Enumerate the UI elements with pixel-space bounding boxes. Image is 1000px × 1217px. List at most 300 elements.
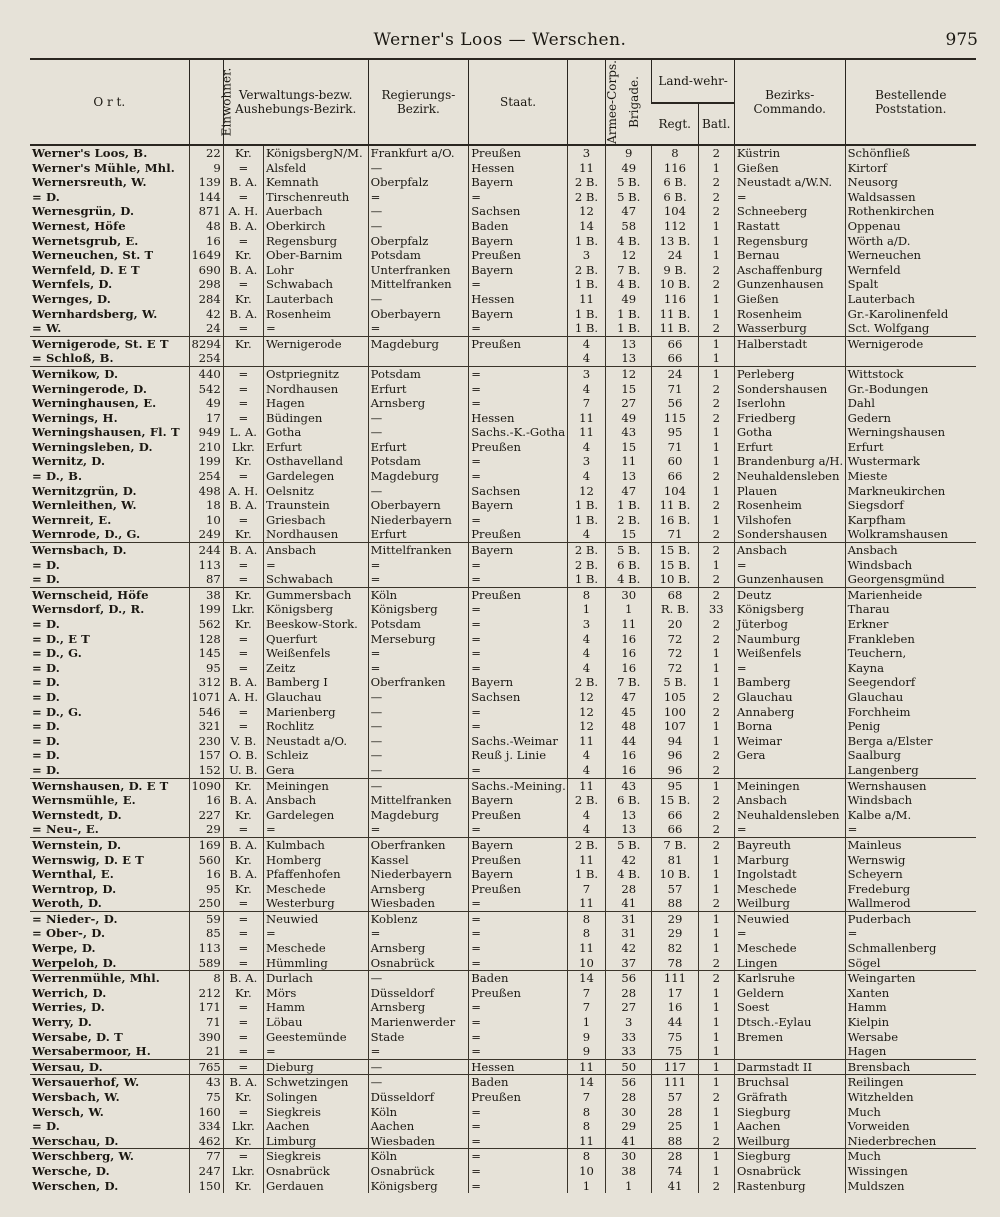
cell-post: Tharau: [845, 602, 976, 617]
cell-einwohner: 210: [189, 440, 223, 455]
table-row: [30, 763, 976, 778]
cell-brigade: 2 B.: [606, 513, 652, 528]
cell-bezirk: Plauen: [734, 484, 845, 499]
cell-bezirk: Deutz: [734, 587, 845, 602]
cell-einwohner: 16: [189, 867, 223, 882]
cell-bezirk: Weißenfels: [734, 646, 845, 661]
cell-regierung: Köln: [368, 1149, 469, 1164]
cell-staat: Preußen: [469, 1090, 568, 1105]
cell-armee: 1 B.: [567, 572, 605, 587]
cell-regierung: Oberpfalz: [368, 234, 469, 249]
cell-staat: =: [469, 632, 568, 647]
cell-ort: Wernrode, D., G.: [32, 527, 141, 542]
cell-ort: Werningerode, D.: [32, 381, 147, 396]
cell-post: Wolkramshausen: [845, 527, 976, 542]
cell-batl: 2: [698, 321, 734, 336]
cell-verwaltung: =: [263, 321, 368, 336]
cell-post: Fredeburg: [845, 882, 976, 897]
cell-staat: Preußen: [469, 440, 568, 455]
cell-regierung: =: [368, 190, 469, 205]
cell-einwohner: 321: [189, 719, 223, 734]
cell-bezirk: [734, 763, 845, 778]
cell-regierung: Königsberg: [368, 602, 469, 617]
cell-armee: 12: [567, 484, 605, 499]
cell-staat: =: [469, 602, 568, 617]
cell-ort: Wernitzgrün, D.: [32, 483, 137, 498]
cell-batl: 2: [698, 469, 734, 484]
cell-regierung: —: [368, 1075, 469, 1090]
cell-regierung: =: [368, 321, 469, 336]
cell-einwohner: 113: [189, 941, 223, 956]
cell-batl: 2: [698, 896, 734, 911]
cell-armee: 2 B.: [567, 675, 605, 690]
cell-armee: 3: [567, 454, 605, 469]
cell-ort: = D.: [32, 189, 60, 204]
cell-staat: Bayern: [469, 498, 568, 513]
cell-post: Sögel: [845, 956, 976, 971]
cell-verwaltung-type: =: [223, 321, 263, 336]
cell-post: Neusorg: [845, 175, 976, 190]
cell-post: Sct. Wolfgang: [845, 321, 976, 336]
cell-verwaltung-type: B. A.: [223, 675, 263, 690]
cell-post: Penig: [845, 719, 976, 734]
cell-brigade: 12: [606, 366, 652, 381]
table-row: [30, 425, 976, 440]
cell-ort: Werpe, D.: [32, 941, 96, 956]
cell-verwaltung-type: Kr.: [223, 778, 263, 793]
cell-armee: 1: [567, 1015, 605, 1030]
cell-regierung: =: [368, 572, 469, 587]
cell-regt: 10 B.: [652, 277, 698, 292]
cell-regt: 15 B.: [652, 558, 698, 573]
cell-regierung: Potsdam: [368, 454, 469, 469]
cell-einwohner: 227: [189, 808, 223, 823]
cell-einwohner: 212: [189, 986, 223, 1001]
cell-verwaltung-type: =: [223, 941, 263, 956]
cell-armee: 4: [567, 527, 605, 542]
cell-ort: = D.: [32, 719, 60, 734]
cell-bezirk: Aachen: [734, 1119, 845, 1134]
table-row: [30, 527, 976, 542]
cell-staat: Hessen: [469, 1059, 568, 1075]
cell-armee: 1 B.: [567, 321, 605, 336]
cell-bezirk: Perleberg: [734, 366, 845, 381]
table-row: [30, 277, 976, 292]
cell-regierung: —: [368, 705, 469, 720]
cell-staat: Preußen: [469, 587, 568, 602]
cell-batl: 1: [698, 219, 734, 234]
cell-einwohner: 59: [189, 911, 223, 926]
cell-regt: 71: [652, 527, 698, 542]
cell-ort: Weroth, D.: [32, 896, 102, 911]
cell-regt: 5 B.: [652, 675, 698, 690]
cell-regt: 57: [652, 1090, 698, 1105]
cell-staat: =: [469, 366, 568, 381]
table-row: [30, 1134, 976, 1149]
cell-bezirk: Weimar: [734, 734, 845, 749]
cell-staat: Hessen: [469, 292, 568, 307]
cell-brigade: 31: [606, 926, 652, 941]
cell-armee: 4: [567, 661, 605, 676]
table-row: [30, 822, 976, 837]
cell-bezirk: Ansbach: [734, 793, 845, 808]
cell-brigade: 13: [606, 822, 652, 837]
cell-batl: 2: [698, 690, 734, 705]
cell-verwaltung: =: [263, 1044, 368, 1059]
cell-regt: 72: [652, 646, 698, 661]
cell-ort: Werningsleben, D.: [32, 439, 153, 454]
table-row: [30, 617, 976, 632]
cell-brigade: 11: [606, 617, 652, 632]
cell-brigade: 16: [606, 632, 652, 647]
cell-regt: 66: [652, 469, 698, 484]
cell-armee: 3: [567, 248, 605, 263]
cell-verwaltung: Meschede: [263, 941, 368, 956]
cell-batl: 1: [698, 1030, 734, 1045]
cell-armee: 2 B.: [567, 837, 605, 852]
cell-regt: 66: [652, 822, 698, 837]
cell-verwaltung: Meschede: [263, 882, 368, 897]
cell-brigade: 41: [606, 1134, 652, 1149]
cell-brigade: 43: [606, 778, 652, 793]
cell-brigade: 15: [606, 527, 652, 542]
table-row: [30, 558, 976, 573]
table-row: [30, 734, 976, 749]
cell-staat: =: [469, 469, 568, 484]
cell-ort: Wernleithen, W.: [32, 498, 137, 513]
cell-verwaltung: Siegkreis: [263, 1149, 368, 1164]
cell-einwohner: 171: [189, 1000, 223, 1015]
cell-einwohner: 139: [189, 175, 223, 190]
cell-einwohner: 128: [189, 632, 223, 647]
cell-staat: =: [469, 822, 568, 837]
cell-staat: =: [469, 1015, 568, 1030]
cell-batl: 2: [698, 382, 734, 397]
cell-brigade: 1 B.: [606, 498, 652, 513]
cell-regt: 94: [652, 734, 698, 749]
cell-einwohner: 169: [189, 837, 223, 852]
cell-brigade: 13: [606, 469, 652, 484]
cell-staat: Reuß j. Linie: [469, 748, 568, 763]
cell-brigade: 9: [606, 145, 652, 161]
cell-einwohner: 312: [189, 675, 223, 690]
cell-ort: Wernikow, D.: [30, 366, 189, 381]
page-title: Werner's Loos — Werschen.: [373, 30, 627, 50]
table-row: [30, 1030, 976, 1045]
cell-armee: 8: [567, 911, 605, 926]
table-row: [30, 572, 976, 587]
cell-bezirk: Erfurt: [734, 440, 845, 455]
cell-regierung: Niederbayern: [368, 513, 469, 528]
cell-regierung: —: [368, 971, 469, 986]
cell-einwohner: 95: [189, 661, 223, 676]
cell-brigade: 49: [606, 292, 652, 307]
cell-brigade: 7 B.: [606, 263, 652, 278]
cell-batl: 2: [698, 617, 734, 632]
cell-regt: 13 B.: [652, 234, 698, 249]
cell-regierung: —: [368, 734, 469, 749]
cell-regt: 20: [652, 617, 698, 632]
cell-batl: 1: [698, 1044, 734, 1059]
cell-verwaltung: Gerdauen: [263, 1179, 368, 1194]
cell-verwaltung-type: =: [223, 161, 263, 176]
cell-staat: Preußen: [469, 808, 568, 823]
cell-bezirk: Gießen: [734, 292, 845, 307]
cell-einwohner: 254: [189, 351, 223, 366]
cell-regierung: =: [368, 822, 469, 837]
cell-regierung: —: [368, 484, 469, 499]
cell-armee: 2 B.: [567, 263, 605, 278]
cell-regt: 82: [652, 941, 698, 956]
cell-regierung: Niederbayern: [368, 867, 469, 882]
cell-verwaltung-type: =: [223, 911, 263, 926]
cell-regierung: Magdeburg: [368, 469, 469, 484]
cell-verwaltung: Hamm: [263, 1000, 368, 1015]
cell-regt: 112: [652, 219, 698, 234]
cell-post: Oppenau: [845, 219, 976, 234]
cell-bezirk: Vilshofen: [734, 513, 845, 528]
cell-batl: 1: [698, 440, 734, 455]
cell-armee: 8: [567, 1149, 605, 1164]
table-row: [30, 675, 976, 690]
cell-post: Wernswig: [845, 853, 976, 868]
cell-regt: 71: [652, 440, 698, 455]
cell-regierung: Oberbayern: [368, 307, 469, 322]
cell-verwaltung-type: =: [223, 1105, 263, 1120]
cell-post: Wernfeld: [845, 263, 976, 278]
cell-regt: R. B.: [652, 602, 698, 617]
cell-armee: 12: [567, 690, 605, 705]
cell-staat: Sachs.-Weimar: [469, 734, 568, 749]
cell-batl: 1: [698, 1105, 734, 1120]
table-row: [30, 1119, 976, 1134]
cell-ort: Werschau, D.: [32, 1133, 119, 1148]
cell-post: Windsbach: [845, 558, 976, 573]
cell-einwohner: 10: [189, 513, 223, 528]
cell-regierung: Arnsberg: [368, 1000, 469, 1015]
cell-verwaltung-type: =: [223, 190, 263, 205]
cell-verwaltung: Regensburg: [263, 234, 368, 249]
cell-einwohner: 249: [189, 527, 223, 542]
cell-post: Rothenkirchen: [845, 204, 976, 219]
cell-brigade: 15: [606, 382, 652, 397]
cell-post: Saalburg: [845, 748, 976, 763]
cell-verwaltung-type: =: [223, 1000, 263, 1015]
cell-post: Karpfham: [845, 513, 976, 528]
cell-staat: =: [469, 617, 568, 632]
cell-regierung: Kassel: [368, 853, 469, 868]
cell-armee: 11: [567, 292, 605, 307]
cell-bezirk: Meschede: [734, 882, 845, 897]
cell-regierung: Mittelfranken: [368, 793, 469, 808]
cell-batl: 1: [698, 1149, 734, 1164]
cell-verwaltung-type: Kr.: [223, 336, 263, 351]
cell-einwohner: 9: [189, 161, 223, 176]
cell-brigade: 4 B.: [606, 572, 652, 587]
cell-einwohner: 29: [189, 822, 223, 837]
cell-bezirk: Gunzenhausen: [734, 572, 845, 587]
col-header-staat: Staat.: [469, 59, 568, 145]
cell-batl: 1: [698, 366, 734, 381]
cell-regt: 15 B.: [652, 793, 698, 808]
cell-bezirk: Neuwied: [734, 911, 845, 926]
cell-staat: Preußen: [469, 248, 568, 263]
cell-bezirk: Ingolstadt: [734, 867, 845, 882]
cell-batl: 1: [698, 1164, 734, 1179]
cell-regt: 28: [652, 1149, 698, 1164]
cell-ort: Wernfels, D.: [32, 277, 113, 292]
cell-bezirk: Regensburg: [734, 234, 845, 249]
cell-batl: 33: [698, 602, 734, 617]
cell-regt: 81: [652, 853, 698, 868]
cell-verwaltung: Neustadt a/O.: [263, 734, 368, 749]
cell-verwaltung: Ansbach: [263, 543, 368, 558]
cell-regierung: Königsberg: [368, 1179, 469, 1194]
cell-regierung: —: [368, 425, 469, 440]
cell-verwaltung: Wernigerode: [263, 336, 368, 351]
cell-staat: Bayern: [469, 263, 568, 278]
cell-staat: =: [469, 1134, 568, 1149]
cell-regierung: —: [368, 778, 469, 793]
cell-brigade: 28: [606, 882, 652, 897]
cell-verwaltung: Solingen: [263, 1090, 368, 1105]
cell-einwohner: 542: [189, 382, 223, 397]
cell-armee: 14: [567, 1075, 605, 1090]
cell-staat: Preußen: [469, 145, 568, 161]
cell-verwaltung: Königsberg: [263, 602, 368, 617]
cell-einwohner: 43: [189, 1075, 223, 1090]
cell-staat: Sachsen: [469, 484, 568, 499]
cell-verwaltung-type: V. B.: [223, 734, 263, 749]
cell-verwaltung: Hümmling: [263, 956, 368, 971]
cell-brigade: 27: [606, 396, 652, 411]
cell-regt: 25: [652, 1119, 698, 1134]
cell-regt: 111: [652, 971, 698, 986]
cell-regierung: Potsdam: [368, 248, 469, 263]
cell-verwaltung-type: B. A.: [223, 971, 263, 986]
cell-verwaltung: Durlach: [263, 971, 368, 986]
cell-einwohner: 298: [189, 277, 223, 292]
cell-verwaltung-type: =: [223, 646, 263, 661]
cell-armee: 4: [567, 763, 605, 778]
cell-bezirk: Naumburg: [734, 632, 845, 647]
cell-regt: 71: [652, 382, 698, 397]
cell-armee: 11: [567, 941, 605, 956]
cell-ort: = D.: [32, 733, 60, 748]
cell-batl: 2: [698, 543, 734, 558]
cell-regt: 6 B.: [652, 175, 698, 190]
cell-regt: 16 B.: [652, 513, 698, 528]
cell-verwaltung: Marienberg: [263, 705, 368, 720]
cell-armee: 12: [567, 705, 605, 720]
cell-einwohner: 1071: [189, 690, 223, 705]
cell-armee: 8: [567, 926, 605, 941]
cell-einwohner: 8: [189, 971, 223, 986]
cell-post: Windsbach: [845, 793, 976, 808]
cell-verwaltung-type: =: [223, 956, 263, 971]
cell-staat: Preußen: [469, 853, 568, 868]
cell-einwohner: 24: [189, 321, 223, 336]
cell-armee: 7: [567, 882, 605, 897]
table-row: [30, 926, 976, 941]
cell-regt: 11 B.: [652, 307, 698, 322]
cell-post: Markneukirchen: [845, 484, 976, 499]
cell-ort: = D.: [32, 675, 60, 690]
cell-batl: 2: [698, 1090, 734, 1105]
cell-verwaltung-type: =: [223, 234, 263, 249]
cell-armee: 11: [567, 161, 605, 176]
cell-regt: 96: [652, 763, 698, 778]
cell-bezirk: =: [734, 558, 845, 573]
cell-armee: 2 B.: [567, 558, 605, 573]
cell-verwaltung: Auerbach: [263, 204, 368, 219]
cell-verwaltung: Weißenfels: [263, 646, 368, 661]
cell-bezirk: Bremen: [734, 1030, 845, 1045]
cell-verwaltung-type: =: [223, 469, 263, 484]
cell-bezirk: Gießen: [734, 161, 845, 176]
cell-armee: 8: [567, 1105, 605, 1120]
cell-regt: 66: [652, 808, 698, 823]
cell-ort: Wernsdorf, D., R.: [32, 602, 145, 617]
cell-regierung: Osnabrück: [368, 1164, 469, 1179]
cell-einwohner: 284: [189, 292, 223, 307]
cell-ort: = D.: [32, 689, 60, 704]
cell-regt: 8: [652, 145, 698, 161]
table-row: [30, 748, 976, 763]
cell-verwaltung: Nordhausen: [263, 527, 368, 542]
cell-regierung: Düsseldorf: [368, 1090, 469, 1105]
cell-batl: 2: [698, 396, 734, 411]
cell-ort: Wernthal, E.: [32, 867, 114, 882]
cell-regt: 24: [652, 366, 698, 381]
cell-ort: Wersabe, D. T: [32, 1029, 123, 1044]
cell-batl: 2: [698, 572, 734, 587]
cell-verwaltung-type: =: [223, 396, 263, 411]
cell-verwaltung-type: O. B.: [223, 748, 263, 763]
cell-regt: 9 B.: [652, 263, 698, 278]
cell-einwohner: 87: [189, 572, 223, 587]
cell-staat: =: [469, 941, 568, 956]
table-row: [30, 705, 976, 720]
cell-batl: 1: [698, 1119, 734, 1134]
cell-verwaltung: =: [263, 926, 368, 941]
cell-ort: Werner's Loos, B.: [32, 146, 148, 160]
cell-regierung: Mittelfranken: [368, 277, 469, 292]
cell-bezirk: Soest: [734, 1000, 845, 1015]
cell-brigade: 1 B.: [606, 307, 652, 322]
cell-verwaltung-type: =: [223, 705, 263, 720]
table-row: [30, 1179, 976, 1194]
cell-verwaltung-type: =: [223, 822, 263, 837]
cell-ort: Werschberg, W.: [30, 1149, 189, 1164]
cell-einwohner: 38: [189, 587, 223, 602]
cell-verwaltung-type: Kr.: [223, 1179, 263, 1194]
cell-bezirk: Rosenheim: [734, 307, 845, 322]
cell-post: Wersabe: [845, 1030, 976, 1045]
cell-verwaltung-type: A. H.: [223, 484, 263, 499]
cell-post: Much: [845, 1105, 976, 1120]
cell-bezirk: Borna: [734, 719, 845, 734]
cell-ort: = D.: [32, 660, 60, 675]
cell-brigade: 16: [606, 748, 652, 763]
cell-post: Teuchern,: [845, 646, 976, 661]
cell-einwohner: 48: [189, 219, 223, 234]
cell-verwaltung: Schleiz: [263, 748, 368, 763]
cell-batl: 2: [698, 587, 734, 602]
cell-ort: Werntrop, D.: [32, 881, 117, 896]
cell-verwaltung: Oberkirch: [263, 219, 368, 234]
cell-verwaltung: Schwabach: [263, 572, 368, 587]
